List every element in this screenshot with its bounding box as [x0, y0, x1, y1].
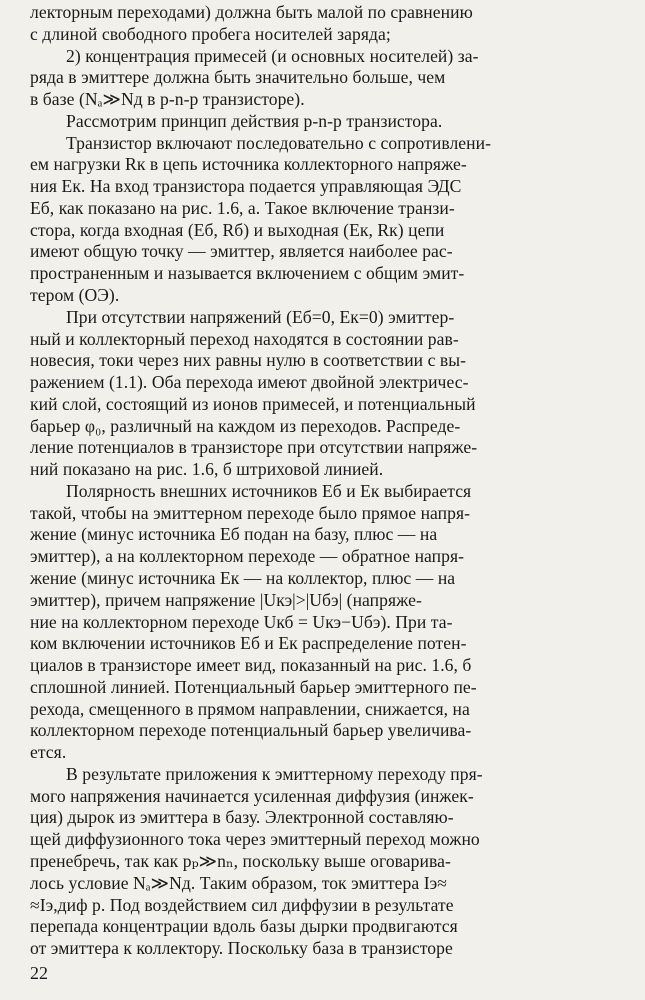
text-line: Полярность внешних источников Eб и Eк выбирается [66, 480, 472, 501]
text-line: ный и коллекторный переход находятся в состоянии рав- [30, 328, 459, 349]
text-line: от эмиттера к коллектору. Поскольку база в транзисторе [30, 938, 453, 958]
text-line: лекторным переходами) должна быть малой по сравнению [30, 2, 473, 22]
text-line: кий слой, состоящий из ионов примесей, и потенциальный [30, 393, 476, 414]
text-line: В результате приложения к эмиттерному переходу пря- [66, 763, 483, 784]
text-line: Транзистор включают последовательно с сопротивлени- [66, 132, 491, 153]
page-number: 22 [30, 963, 48, 983]
text-line: тером (ОЭ). [30, 285, 120, 305]
text-line: ний показано на рис. 1.6, б штриховой линией. [30, 459, 384, 480]
text-line: лось условие Nₐ≫Nд. Таким образом, ток эмиттера Iэ≈ [30, 872, 447, 893]
text-line: ком включении источников Eб и Eк распределение потен- [30, 633, 467, 654]
text-line: жение (минус источника Eк — на коллектор, плюс — на [30, 568, 456, 588]
text-line: стора, когда входная (Eб, Rб) и выходная (Eк, Rк) цепи [30, 219, 445, 240]
text-line: новесия, токи через них равны нулю в соответствии с вы- [30, 350, 467, 371]
text-line: коллекторном переходе потенциальный барьер увеличива- [30, 720, 472, 741]
text-line: ряда в эмиттере должна быть значительно больше, чем [30, 67, 446, 88]
text-line: жение (минус источника Eб подан на базу, плюс — на [30, 524, 438, 545]
text-line: такой, чтобы на эмиттерном переходе было прямое напря- [30, 502, 471, 523]
text-line: эмиттер), а на коллекторном переходе — обратное напря- [30, 546, 465, 567]
text-line: барьер φ₀, различный на каждом из переходов. Распреде- [30, 415, 461, 436]
text-line: ем нагрузки Rк в цепь источника коллекторного напряже- [30, 154, 467, 175]
text-line: рехода, смещенного в прямом направлении, снижается, на [30, 698, 470, 719]
text-line: ция) дырок из эмиттера в базу. Электронной составляю- [30, 807, 454, 828]
text-line: ление потенциалов в транзисторе при отсутствии напряже- [30, 437, 478, 458]
text-line: Рассмотрим принцип действия p-n-p транзистора. [66, 110, 443, 131]
text-line: щей диффузионного тока через эмиттерный переход можно [30, 829, 480, 850]
text-line: эмиттер), причем напряжение |Uкэ|>|Uбэ| (напряже- [30, 589, 422, 610]
text-line: перепада концентрации вдоль базы дырки продвигаются [30, 916, 458, 937]
text-line: сплошной линией. Потенциальный барьер эмиттерного пе- [30, 676, 477, 697]
text-line: циалов в транзисторе имеет вид, показанный на рис. 1.6, б [30, 655, 472, 675]
text-line: ражением (1.1). Оба перехода имеют двойной электричес- [30, 372, 469, 392]
text-line: пренебречь, так как pₚ≫nₙ, поскольку выше оговарива- [30, 850, 451, 871]
text-line: мого напряжения начинается усиленная диффузия (инжек- [30, 785, 474, 806]
text-line: Eб, как показано на рис. 1.6, a. Такое включение транзи- [30, 197, 455, 218]
text-line: пространенным и называется включением с общим эмит- [30, 263, 465, 284]
text-line: 2) концентрация примесей (и основных носителей) за- [66, 45, 479, 66]
text-line: имеют общую точку — эмиттер, является наиболее рас- [30, 241, 453, 262]
text-line: ≈Iэ,диф p. Под воздействием сил диффузии в результате [30, 894, 454, 915]
text-line: ется. [30, 742, 67, 763]
text-line: ние на коллекторном переходе Uкб = Uкэ−Uбэ). При та- [30, 611, 453, 632]
text-line: ния Eк. На вход транзистора подается управляющая ЭДС [30, 176, 462, 197]
text-line: с длиной свободного пробега носителей заряда; [30, 23, 391, 44]
text-line: При отсутствии напряжений (Eб=0, Eк=0) эмиттер- [66, 306, 455, 327]
text-line: в базе (Nₐ≫Nд в p-n-p транзисторе). [30, 89, 305, 110]
